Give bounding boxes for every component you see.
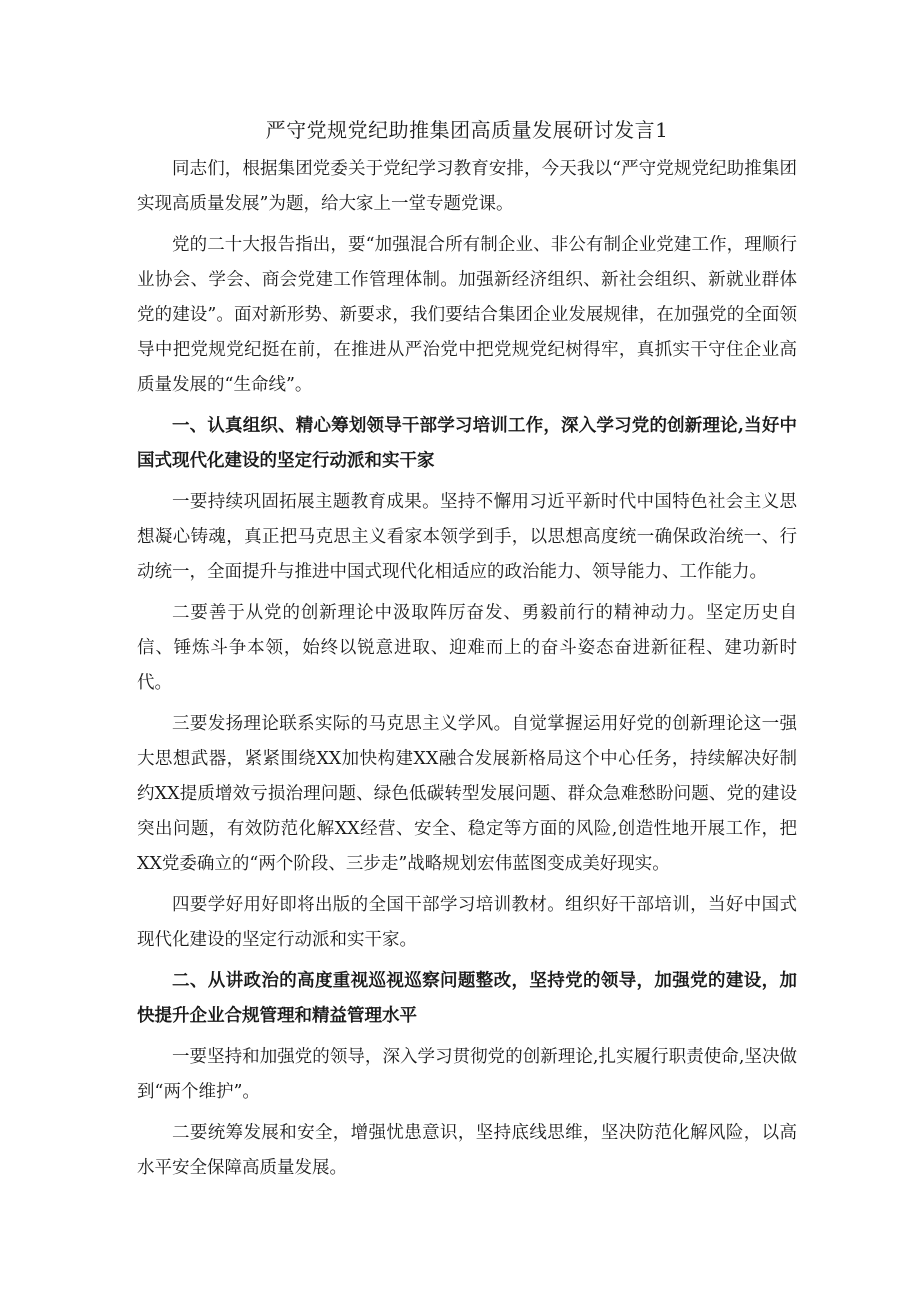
section-heading-2: 二、从讲政治的高度重视巡视巡察问题整改，坚持党的领导，加强党的建设，加快提升企业合规管理和精益管理水平	[137, 971, 797, 1026]
document-body	[137, 116, 797, 1192]
section-heading-1: 一、认真组织、精心筹划领导干部学习培训工作，深入学习党的创新理论,当好中国式现代化建设的坚定行动派和实干家	[137, 416, 797, 471]
paragraph-point-2-2: 二要统筹发展和安全，增强忧患意识，坚持底线思维，坚决防范化解风险，以高水平安全保障高质量发展。	[137, 1123, 797, 1178]
document-title: 严守党规党纪助推集团高质量发展研讨发言1	[265, 118, 669, 142]
paragraph-point-1-1: 一要持续巩固拓展主题教育成果。坚持不懈用习近平新时代中国特色社会主义思想凝心铸魂，真正把马克思主义看家本领学到手，以思想高度统一确保政治统一、行动统一，全面提升与推进中国式现代化相适应的政治能力、领导能力、工作能力。	[137, 492, 797, 582]
paragraph-opening: 同志们，根据集团党委关于党纪学习教育安排，今天我以“严守党规党纪助推集团实现高质量发展”为题，给大家上一堂专题党课。	[137, 159, 797, 214]
paragraph-report-quote: 党的二十大报告指出，要“加强混合所有制企业、非公有制企业党建工作，理顺行业协会、学会、商会党建工作管理体制。加强新经济组织、新社会组织、新就业群体党的建设”。面对新形势、新要求，我们要结合集团企业发展规律，在加强党的全面领导中把党规党纪挺在前，在推进从严治党中把党规党纪树得牢，真抓实干守住企业高质量发展的“生命线”。	[137, 235, 797, 395]
paragraph-point-1-2: 二要善于从党的创新理论中汲取阵厉奋发、勇毅前行的精神动力。坚定历史自信、锤炼斗争本领，始终以锐意进取、迎难而上的奋斗姿态奋进新征程、建功新时代。	[137, 603, 797, 693]
paragraph-point-1-3: 三要发扬理论联系实际的马克思主义学风。自觉掌握运用好党的创新理论这一强大思想武器，紧紧围绕XX加快构建XX融合发展新格局这个中心任务，持续解决好制约XX提质增效亏损治理问题、绿色低碳转型发展问题、群众急难愁盼问题、党的建设突出问题，有效防范化解XX经营、安全、稳定等方面的风险,创造性地开展工作，把XX党委确立的“两个阶段、三步走”战略规划宏伟蓝图变成美好现实。	[137, 714, 797, 874]
paragraph-point-1-4: 四要学好用好即将出版的全国干部学习培训教材。组织好干部培训，当好中国式现代化建设的坚定行动派和实干家。	[137, 895, 797, 950]
paragraph-point-2-1: 一要坚持和加强党的领导，深入学习贯彻党的创新理论,扎实履行职责使命,坚决做到“两个维护”。	[137, 1047, 797, 1102]
